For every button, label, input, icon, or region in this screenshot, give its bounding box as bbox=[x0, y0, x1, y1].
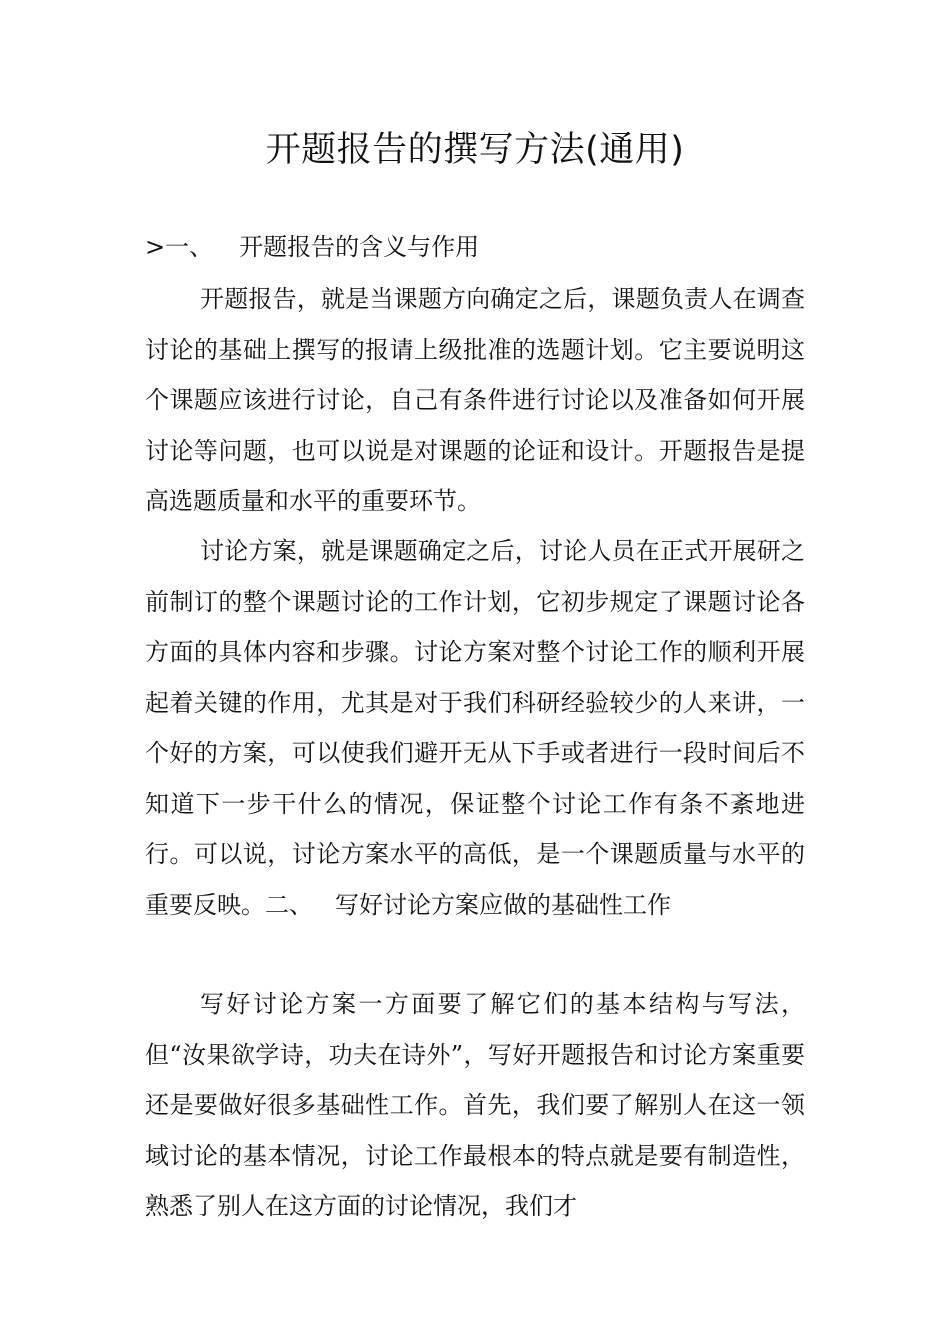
document-title: 开题报告的撰写方法(通用) bbox=[265, 130, 685, 170]
paragraph-1: 开题报告，就是当课题方向确定之后，课题负责人在调查讨论的基础上撰写的报请上级批准的选题计划。它主要说明这个课题应该进行讨论，自己有条件进行讨论以及准备如何开展讨论等问题，也可以说是对课题的论证和设计。开题报告是提高选题质量和水平的重要环节。 bbox=[145, 285, 805, 515]
section-heading-2 bbox=[265, 891, 671, 919]
paragraph-2-text: 讨论方案，就是课题确定之后，讨论人员在正式开展研之前制订的整个课题讨论的工作计划，它初步规定了课题讨论各方面的具体内容和步骤。讨论方案对整个讨论工作的顺利开展起着关键的作用，尤其是对于我们科研经验较少的人来讲，一个好的方案，可以使我们避开无从下手或者进行一段时间后不知道下一步干什么的情况，保证整个讨论工作有条不紊地进行。可以说，讨论方案水平的高低，是一个课题质量与水平的重要反映。 bbox=[145, 537, 805, 919]
section-number-2: 二、 bbox=[265, 890, 313, 919]
paragraph-2 bbox=[145, 526, 805, 930]
section-number-1: 一、 bbox=[165, 233, 214, 261]
paragraph-3: 写好讨论方案一方面要了解它们的基本结构与写法，但“汝果欲学诗，功夫在诗外”，写好开题报告和讨论方案重要还是要做好很多基础性工作。首先，我们要了解别人在这一领域讨论的基本情况，讨论工作最根本的特点就是要有制造性，熟悉了别人在这方面的讨论情况，我们才 bbox=[145, 990, 805, 1220]
section-title-2: 写好讨论方案应做的基础性工作 bbox=[335, 890, 671, 919]
section-heading-1 bbox=[145, 230, 815, 264]
section-marker: > bbox=[145, 233, 166, 261]
section-title-1: 开题报告的含义与作用 bbox=[239, 233, 480, 261]
